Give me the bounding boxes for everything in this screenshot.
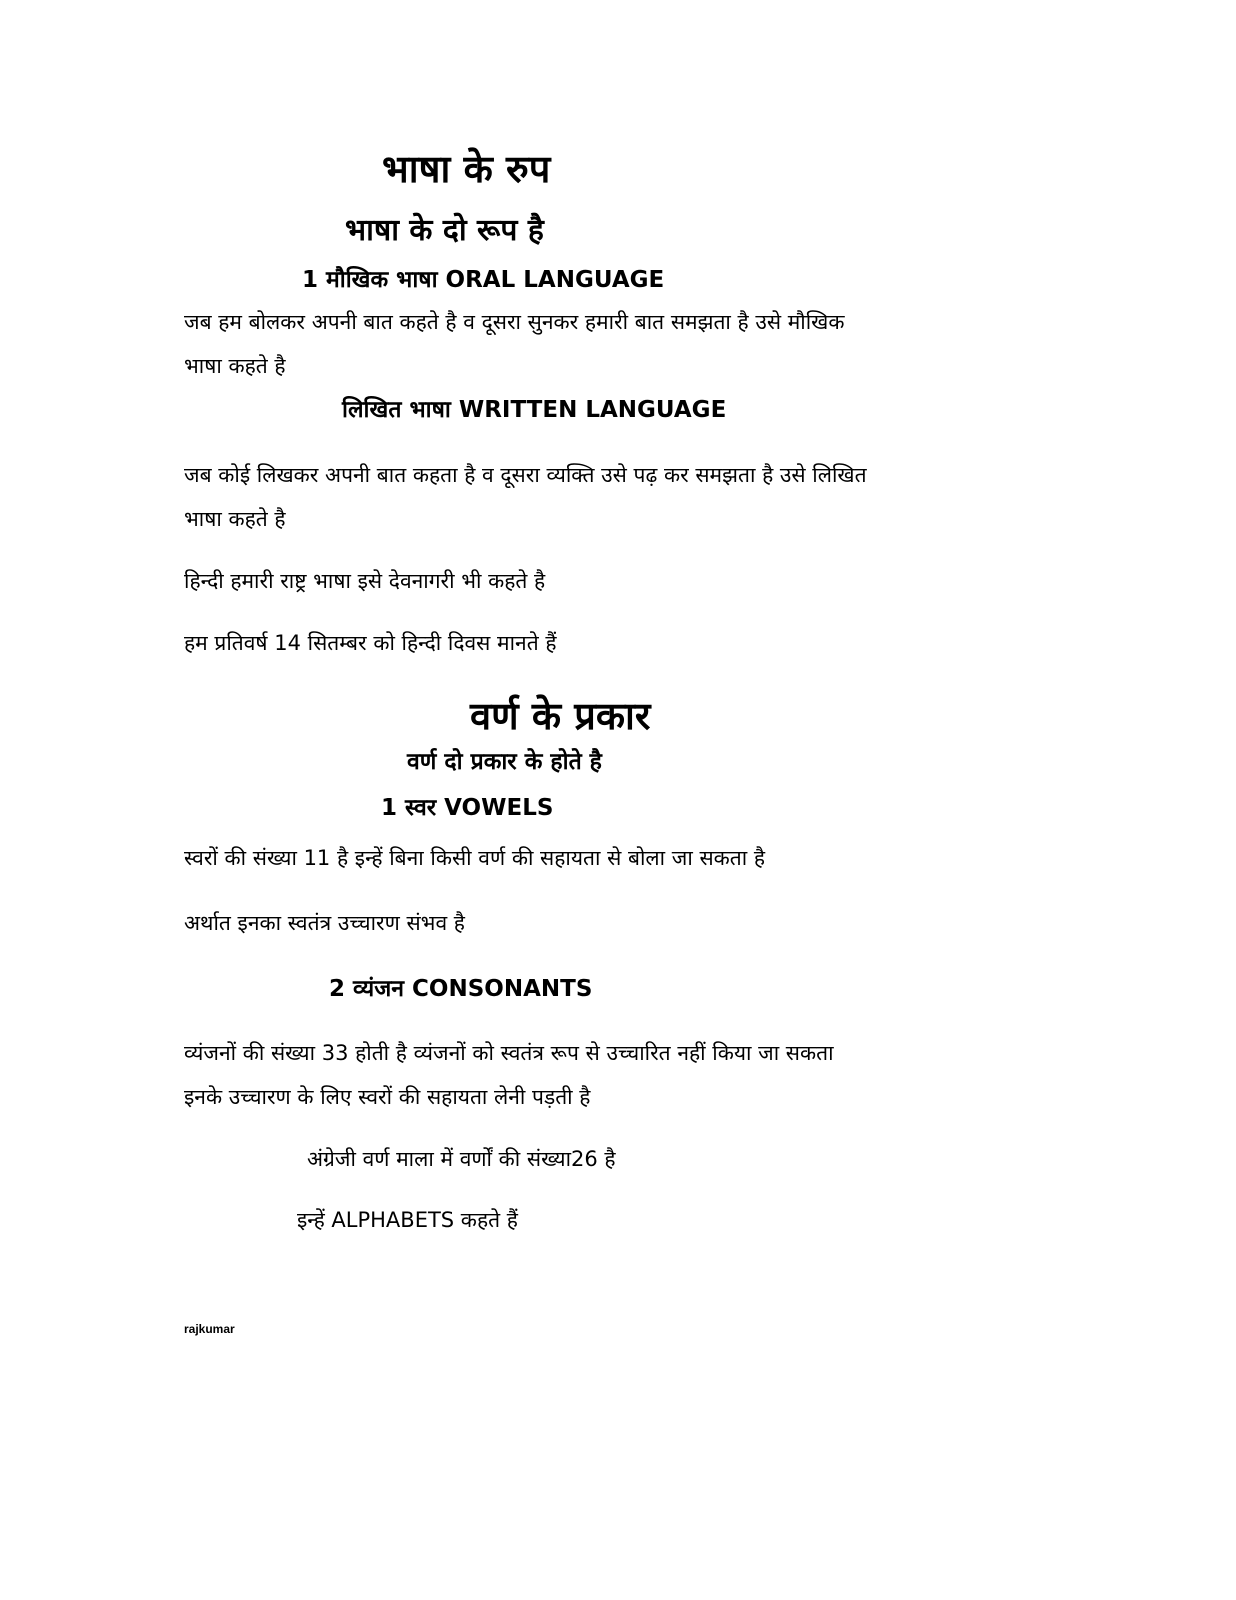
oral-language-heading: 1 मौखिक भाषा ORAL LANGUAGE <box>302 267 665 293</box>
written-language-description-line1: जब कोई लिखकर अपनी बात कहता है व दूसरा व्यक्ति उसे पढ़ कर समझता है उसे लिखित <box>184 463 867 487</box>
vowels-description-line2: अर्थात इनका स्वतंत्र उच्चारण संभव है <box>184 911 465 935</box>
consonants-description-line2: इनके उच्चारण के लिए स्वरों की सहायता लेनी पड़ती है <box>184 1085 591 1109</box>
varna-section-subtitle: वर्ण दो प्रकार के होते है <box>407 749 602 775</box>
vowels-heading: 1 स्वर VOWELS <box>381 795 554 821</box>
section-title: भाषा के रुप <box>382 147 551 191</box>
consonants-description-line1: व्यंजनों की संख्या 33 होती है व्यंजनों को स्वतंत्र रूप से उच्चारित नहीं किया जा सकता <box>184 1041 834 1065</box>
alphabets-note: इन्हें ALPHABETS कहते हैं <box>297 1208 518 1232</box>
hindi-day-note: हम प्रतिवर्ष 14 सितम्बर को हिन्दी दिवस मानते हैं <box>184 631 557 655</box>
consonants-heading: 2 व्यंजन CONSONANTS <box>329 976 593 1002</box>
hindi-national-language-note: हिन्दी हमारी राष्ट्र भाषा इसे देवनागरी भी कहते है <box>184 569 546 593</box>
author-signature: rajkumar <box>184 1322 235 1336</box>
section-subtitle: भाषा के दो रूप है <box>345 213 544 248</box>
written-language-heading: लिखित भाषा WRITTEN LANGUAGE <box>342 397 727 423</box>
vowels-description-line1: स्वरों की संख्या 11 है इन्हें बिना किसी वर्ण की सहायता से बोला जा सकता है <box>184 846 766 870</box>
english-alphabet-count: अंग्रेजी वर्ण माला में वर्णों की संख्या26 है <box>307 1147 616 1171</box>
oral-language-description-line1: जब हम बोलकर अपनी बात कहते है व दूसरा सुनकर हमारी बात समझता है उसे मौखिक <box>184 310 845 334</box>
oral-language-description-line2: भाषा कहते है <box>184 354 286 378</box>
varna-section-title: वर्ण के प्रकार <box>470 694 651 738</box>
written-language-description-line2: भाषा कहते है <box>184 507 286 531</box>
